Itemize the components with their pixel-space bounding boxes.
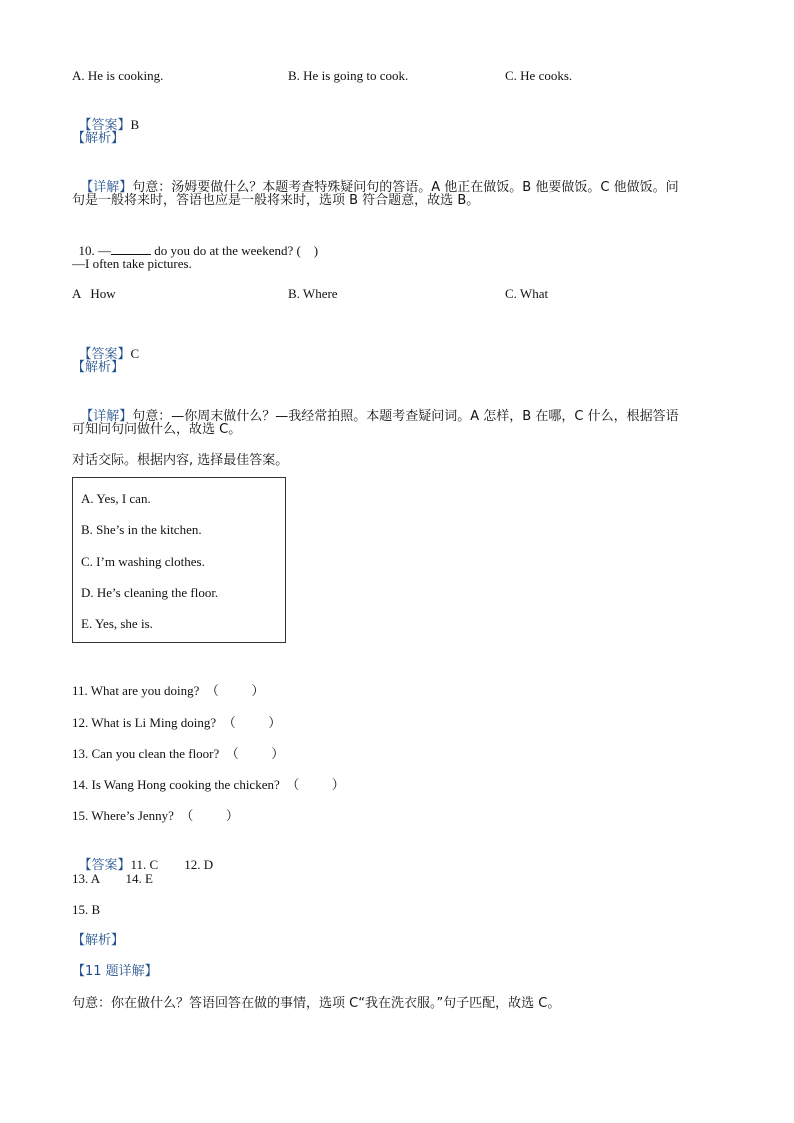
q10-detail-line2: 可知问句问做什么，故选 C。 bbox=[72, 422, 242, 437]
options-box bbox=[72, 477, 286, 643]
box-item-d: D. He’s cleaning the floor. bbox=[81, 585, 219, 600]
answers-line3: 15. B bbox=[72, 902, 101, 917]
q10-question-rest: do you do at the weekend? ( ) bbox=[151, 243, 319, 258]
detail-tag: 【详解】 bbox=[80, 409, 133, 424]
section-instruction: 对话交际。根据内容, 选择最佳答案。 bbox=[72, 453, 289, 468]
question-14: 14. Is Wang Hong cooking the chicken? （ ） bbox=[72, 777, 345, 792]
q10-reply: —I often take pictures. bbox=[72, 256, 192, 271]
answers-line2: 13. A 14. E bbox=[72, 871, 153, 886]
q9-option-a: A. He is cooking. bbox=[72, 68, 164, 83]
q10-option-b: B. Where bbox=[288, 286, 338, 301]
detail-text: 句意：—你周末做什么？—我经常拍照。本题考查疑问词。A 怎样，B 在哪，C 什么，根据答语 bbox=[132, 409, 679, 424]
q10-option-a: A How bbox=[72, 286, 116, 301]
box-item-a: A. Yes, I can. bbox=[81, 491, 151, 506]
q9-analysis-tag: 【解析】 bbox=[72, 131, 125, 146]
detail-11-text: 句意：你在做什么？答语回答在做的事情，选项 C“我在洗衣服。”句子匹配，故选 C。 bbox=[72, 996, 561, 1011]
answer-tag: 【答案】 bbox=[78, 347, 131, 362]
answers-line1: 11. C 12. D bbox=[130, 857, 214, 872]
box-item-b: B. She’s in the kitchen. bbox=[81, 522, 202, 537]
question-12: 12. What is Li Ming doing? （ ） bbox=[72, 715, 282, 730]
q9-detail-line2: 句是一般将来时，答语也应是一般将来时，选项 B 符合题意，故选 B。 bbox=[72, 193, 480, 208]
question-15: 15. Where’s Jenny? （ ） bbox=[72, 808, 239, 823]
question-13: 13. Can you clean the floor? （ ） bbox=[72, 746, 285, 761]
detail-tag: 【详解】 bbox=[80, 180, 133, 195]
q10-option-c: C. What bbox=[505, 286, 549, 301]
box-item-c: C. I’m washing clothes. bbox=[81, 554, 205, 569]
detail-11-tag: 【11 题详解】 bbox=[72, 964, 158, 979]
question-11: 11. What are you doing? （ ） bbox=[72, 683, 265, 698]
q9-option-b: B. He is going to cook. bbox=[288, 68, 409, 83]
answer-value: C bbox=[130, 346, 140, 361]
answer-tag: 【答案】 bbox=[78, 118, 131, 133]
answer-tag: 【答案】 bbox=[78, 858, 131, 873]
q10-prefix: 10. — bbox=[78, 243, 111, 258]
box-item-e: E. Yes, she is. bbox=[81, 616, 153, 631]
q9-option-c: C. He cooks. bbox=[505, 68, 573, 83]
section-analysis-tag: 【解析】 bbox=[72, 933, 125, 948]
detail-text: 句意：汤姆要做什么？本题考查特殊疑问句的答语。A 他正在做饭。B 他要做饭。C 他做饭。问 bbox=[132, 180, 679, 195]
answer-value: B bbox=[130, 117, 140, 132]
q10-analysis-tag: 【解析】 bbox=[72, 360, 125, 375]
q10-blank bbox=[111, 242, 151, 255]
